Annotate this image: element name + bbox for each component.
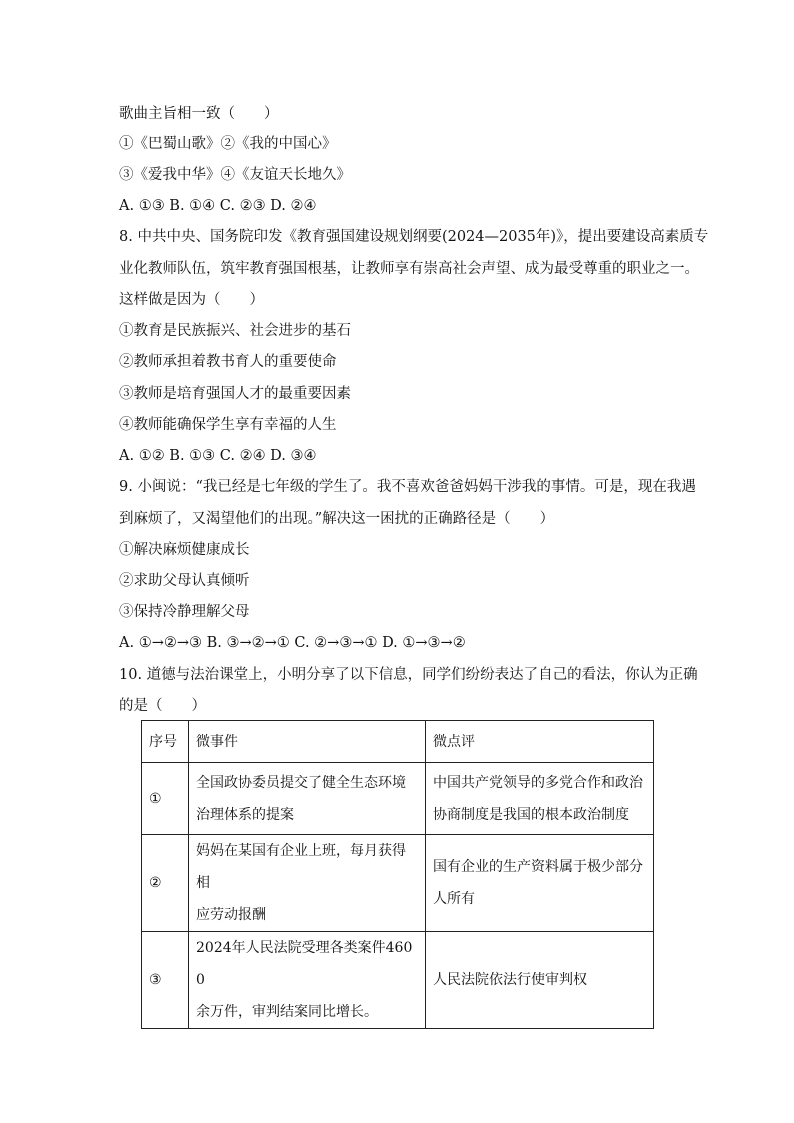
comment-text-line: 协商制度是我国的根本政治制度 [433, 806, 629, 823]
comment-text-line: 人民法院依法行使审判权 [433, 972, 587, 988]
event-text-line: 治理体系的提案 [196, 806, 294, 823]
event-text-line: 应劳动报酬 [196, 907, 266, 923]
q9-choices: A. ①→②→③ B. ③→②→① C. ②→③→① D. ①→③→② [119, 635, 466, 651]
event-text-line: 妈妈在某国有企业上班，每月获得相 [196, 843, 406, 891]
header-cell-event: 微事件 [189, 721, 426, 763]
q9-stem-line: 到麻烦了，又渴望他们的出现。”解决这一困扰的正确路径是（ ） [119, 511, 555, 527]
header-cell-number: 序号 [142, 721, 189, 763]
q8-option: ③教师是培育强国人才的最重要因素 [119, 386, 351, 402]
table-header-row [142, 721, 654, 763]
event-text-line: 余万件，审判结案同比增长。 [196, 1004, 378, 1020]
q8-stem-line: 这样做是因为（ ） [119, 292, 264, 308]
comment-cell [426, 835, 654, 932]
table-row [142, 763, 654, 835]
row-number-text: ② [149, 875, 162, 891]
comment-text-line: 人所有 [433, 891, 475, 907]
q8-option: ④教师能确保学生享有幸福的人生 [119, 417, 337, 433]
comment-text-line: 国有企业的生产资料属于极少部分 [433, 859, 643, 875]
q9-stem-line: 9. 小闽说：“我已经是七年级的学生了。我不喜欢爸爸妈妈干涉我的事情。可是，现在我遇 [119, 479, 696, 495]
comment-text-line: 中国共产党领导的多党合作和政治 [433, 774, 643, 791]
comment-cell [426, 932, 654, 1029]
comment-cell [426, 763, 654, 835]
q9-option: ②求助父母认真倾听 [119, 573, 250, 589]
q10-table [141, 720, 654, 1029]
header-cell-comment: 微点评 [426, 721, 654, 763]
q10-stem-line: 10. 道德与法治课堂上，小明分享了以下信息，同学们纷纷表达了自己的看法，你认为正确 [119, 667, 698, 683]
row-number [142, 835, 189, 932]
q8-choices: A. ①② B. ①③ C. ②④ D. ③④ [119, 448, 317, 464]
q7-choices: A. ①③ B. ①④ C. ②③ D. ②④ [119, 198, 317, 214]
q8-option: ①教育是民族振兴、社会进步的基石 [119, 323, 351, 339]
q9-option: ①解决麻烦健康成长 [119, 542, 250, 558]
q10-stem-line: 的是（ ） [119, 698, 206, 714]
q9-option: ③保持冷静理解父母 [119, 604, 250, 620]
q8-option: ②教师承担着教书育人的重要使命 [119, 354, 337, 370]
q7-option-line: ①《巴蜀山歌》②《我的中国心》 [119, 136, 337, 152]
event-cell [189, 763, 426, 835]
row-number [142, 763, 189, 835]
table-row [142, 932, 654, 1029]
event-text-line: 全国政协委员提交了健全生态环境 [196, 774, 406, 791]
table-row [142, 835, 654, 932]
q8-stem-line: 业化教师队伍，筑牢教育强国根基，让教师享有崇高社会声望、成为最受尊重的职业之一。 [119, 261, 699, 277]
row-number [142, 932, 189, 1029]
event-text-line: 2024年人民法院受理各类案件4600 [196, 940, 413, 988]
event-cell [189, 932, 426, 1029]
q7-option-line: ③《爱我中华》④《友谊天长地久》 [119, 167, 351, 183]
event-cell [189, 835, 426, 932]
row-number-text: ① [149, 790, 162, 807]
row-number-text: ③ [149, 972, 162, 988]
q8-stem-line: 8. 中共中央、国务院印发《教育强国建设规划纲要(2024—2035年)》，提出要建设高素质专 [119, 229, 709, 245]
q7-stem-tail: 歌曲主旨相一致（ ） [119, 106, 279, 122]
